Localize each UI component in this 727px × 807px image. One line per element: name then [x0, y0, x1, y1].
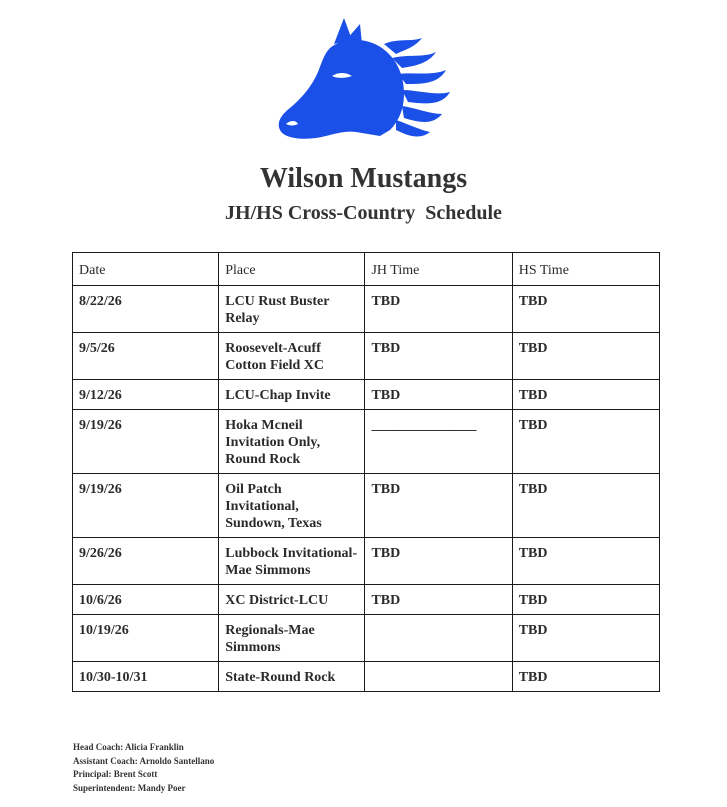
place-cell: Hoka Mcneil Invitation Only, Round Rock — [219, 410, 365, 474]
jh-time-cell: TBD — [365, 333, 512, 380]
date-cell: 10/19/26 — [73, 615, 219, 662]
column-header-place: Place — [219, 253, 365, 286]
hs-time-cell: TBD — [512, 410, 659, 474]
date-cell: 10/30-10/31 — [73, 662, 219, 692]
table-row — [73, 585, 660, 615]
date-cell: 10/6/26 — [73, 585, 219, 615]
hs-time-cell: TBD — [512, 662, 659, 692]
assistant-coach-line: Assistant Coach: Arnoldo Santellano — [73, 755, 215, 766]
page-title: Wilson Mustangs — [259, 163, 468, 194]
table-row — [73, 286, 660, 333]
page-subtitle: JH/HS Cross-Country Schedule — [225, 202, 502, 224]
superintendent-line: Superintendent: Mandy Poer — [73, 782, 186, 793]
date-cell: 9/26/26 — [73, 538, 219, 585]
table-row — [73, 333, 660, 380]
table-row — [73, 380, 660, 410]
schedule-table — [72, 252, 660, 692]
jh-time-cell: TBD — [365, 538, 512, 585]
hs-time-cell: TBD — [512, 585, 659, 615]
place-cell: LCU Rust Buster Relay — [219, 286, 365, 333]
column-header-hs-time: HS Time — [512, 253, 659, 286]
table-row — [73, 662, 660, 692]
hs-time-cell: TBD — [512, 380, 659, 410]
table-row — [73, 538, 660, 585]
table-row — [73, 410, 660, 474]
date-cell: 9/12/26 — [73, 380, 219, 410]
jh-time-cell: TBD — [365, 286, 512, 333]
column-header-jh-time: JH Time — [365, 253, 512, 286]
principal-line: Principal: Brent Scott — [73, 769, 158, 779]
jh-time-cell: TBD — [365, 585, 512, 615]
mustang-head-icon — [272, 14, 456, 144]
head-coach-line: Head Coach: Alicia Franklin — [73, 742, 184, 752]
mustang-logo — [272, 14, 456, 144]
date-cell: 9/19/26 — [73, 474, 219, 538]
column-header-date: Date — [73, 253, 219, 286]
jh-time-cell — [365, 615, 512, 662]
date-cell: 9/5/26 — [73, 333, 219, 380]
jh-time-cell: TBD — [365, 380, 512, 410]
table-row — [73, 615, 660, 662]
hs-time-cell: TBD — [512, 615, 659, 662]
date-cell: 8/22/26 — [73, 286, 219, 333]
hs-time-cell: TBD — [512, 333, 659, 380]
place-cell: XC District-LCU — [219, 585, 365, 615]
staff-list — [73, 741, 214, 795]
hs-time-cell: TBD — [512, 286, 659, 333]
hs-time-cell: TBD — [512, 474, 659, 538]
place-cell: LCU-Chap Invite — [219, 380, 365, 410]
place-cell: Regionals-Mae Simmons — [219, 615, 365, 662]
table-row — [73, 474, 660, 538]
place-cell: Oil Patch Invitational, Sundown, Texas — [219, 474, 365, 538]
place-cell: State-Round Rock — [219, 662, 365, 692]
date-cell: 9/19/26 — [73, 410, 219, 474]
hs-time-cell: TBD — [512, 538, 659, 585]
table-header-row — [73, 253, 660, 286]
place-cell: Roosevelt-Acuff Cotton Field XC — [219, 333, 365, 380]
jh-time-cell — [365, 662, 512, 692]
jh-time-cell: _______________ — [365, 410, 512, 474]
place-cell: Lubbock Invitational-Mae Simmons — [219, 538, 365, 585]
jh-time-cell: TBD — [365, 474, 512, 538]
